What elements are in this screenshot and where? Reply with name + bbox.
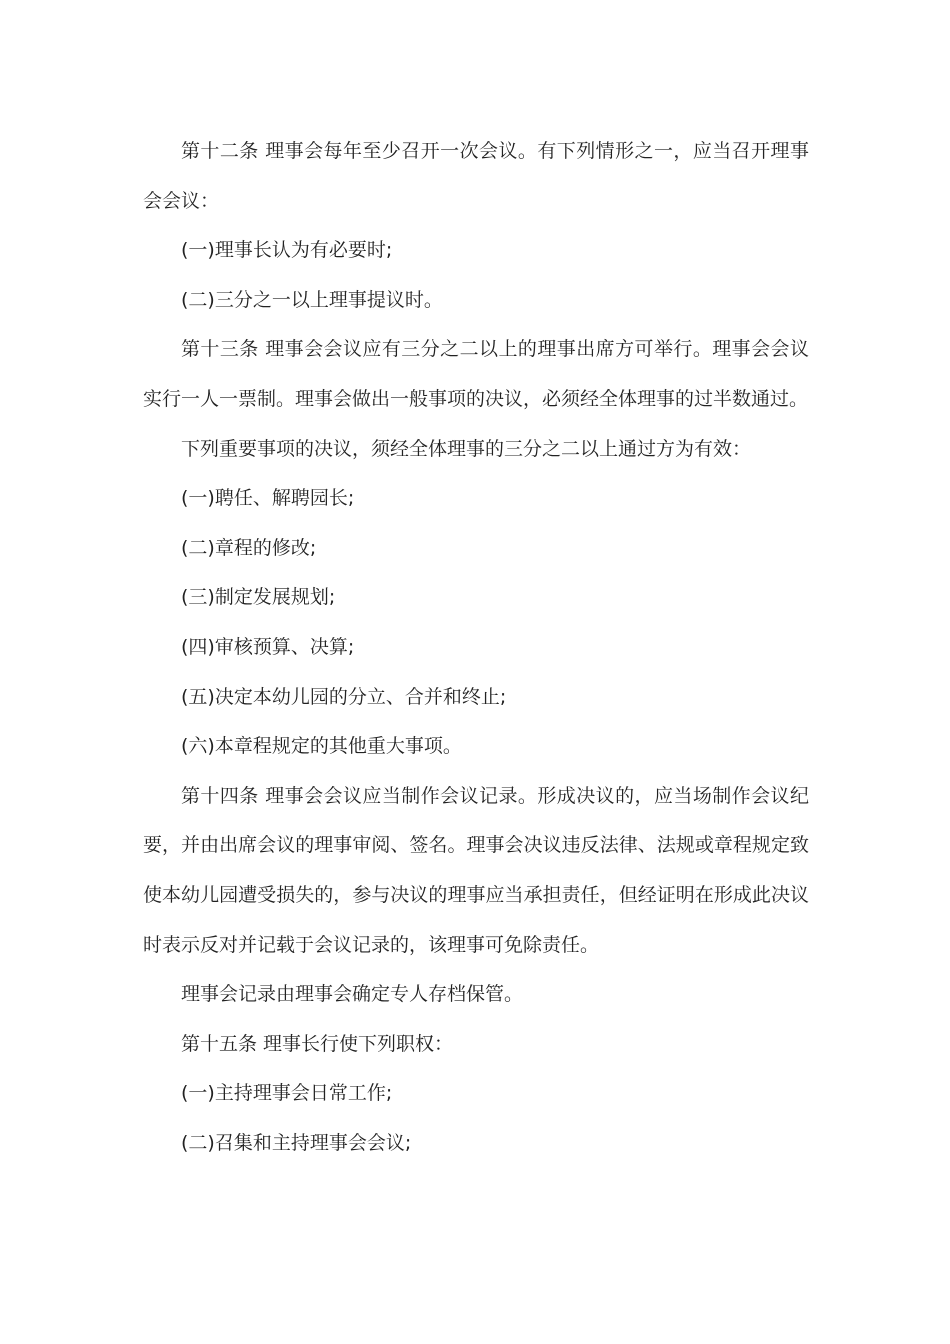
records-paragraph: 理事会记录由理事会确定专人存档保管。 bbox=[181, 983, 524, 1006]
important-matter-item-5: (五)决定本幼儿园的分立、合并和终止; bbox=[181, 685, 507, 708]
important-matter-item-6: (六)本章程规定的其他重大事项。 bbox=[181, 735, 462, 758]
important-matter-item-1: (一)聘任、解聘园长; bbox=[181, 487, 355, 510]
article-15-item-2: (二)召集和主持理事会会议; bbox=[181, 1131, 412, 1154]
important-matter-item-3: (三)制定发展规划; bbox=[181, 586, 336, 609]
article-15-paragraph: 第十五条 理事长行使下列职权： bbox=[181, 1032, 454, 1055]
article-12-item-2: (二)三分之一以上理事提议时。 bbox=[181, 288, 443, 311]
document-body bbox=[143, 127, 809, 1168]
article-12-item-1: (一)理事长认为有必要时; bbox=[181, 239, 393, 262]
important-matter-item-4: (四)审核预算、决算; bbox=[181, 635, 355, 658]
article-12-paragraph: 第十二条 理事会每年至少召开一次会议。有下列情形之一，应当召开理事会会议： bbox=[143, 140, 809, 212]
article-14-paragraph: 第十四条 理事会会议应当制作会议记录。形成决议的，应当场制作会议纪要，并由出席会议的理事审阅、签名。理事会决议违反法律、法规或章程规定致使本幼儿园遭受损失的，参与决议的理事应当承担责任，但经证明在形成此决议时表示反对并记载于会议记录的，该理事可免除责任。 bbox=[143, 784, 809, 956]
article-13-paragraph: 第十三条 理事会会议应有三分之二以上的理事出席方可举行。理事会会议实行一人一票制。理事会做出一般事项的决议，必须经全体理事的过半数通过。 bbox=[143, 338, 809, 410]
important-matter-item-2: (二)章程的修改; bbox=[181, 536, 317, 559]
important-matters-paragraph: 下列重要事项的决议，须经全体理事的三分之二以上通过方为有效： bbox=[181, 437, 752, 460]
article-15-item-1: (一)主持理事会日常工作; bbox=[181, 1082, 393, 1105]
